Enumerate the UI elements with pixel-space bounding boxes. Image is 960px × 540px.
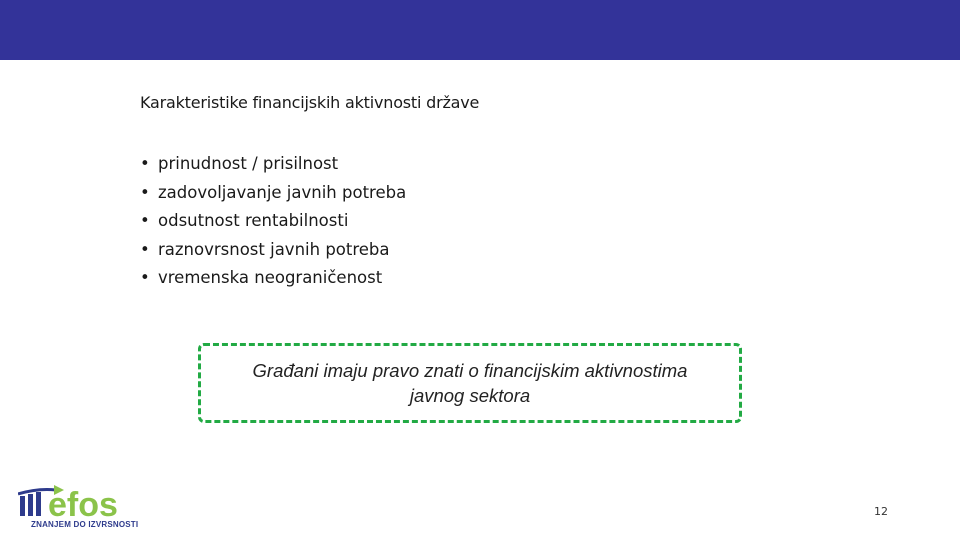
logo-wordmark: efos [48,486,118,524]
bullet-item [140,236,406,265]
bullet-list [140,150,406,293]
slide-title: Karakteristike financijskih aktivnosti države [140,93,480,112]
bullet-text: zadovoljavanje javnih potreba [158,182,407,202]
bullet-item [140,264,406,293]
callout-line-1: Građani imaju pravo znati o financijskim aktivnostima [252,360,688,381]
callout-line-2: javnog sektora [409,385,531,406]
header-band [0,0,960,60]
callout-box [198,343,742,423]
bullet-item [140,179,406,208]
bullet-icon: • [140,239,150,259]
bullet-text: vremenska neograničenost [158,268,383,287]
bullet-item [140,150,406,179]
bullet-text: raznovrsnost javnih potreba [158,239,390,259]
logo-tagline: ZNANJEM DO IZVRSNOSTI [31,520,139,529]
bullet-icon: • [140,154,150,173]
page-number: 12 [874,505,888,518]
bullet-item [140,207,406,236]
bullet-icon: • [140,182,150,202]
bullet-icon: • [140,211,150,230]
bullet-text: prinudnost / prisilnost [158,154,339,173]
bullet-icon: • [140,268,150,287]
bullet-text: odsutnost rentabilnosti [158,211,349,230]
